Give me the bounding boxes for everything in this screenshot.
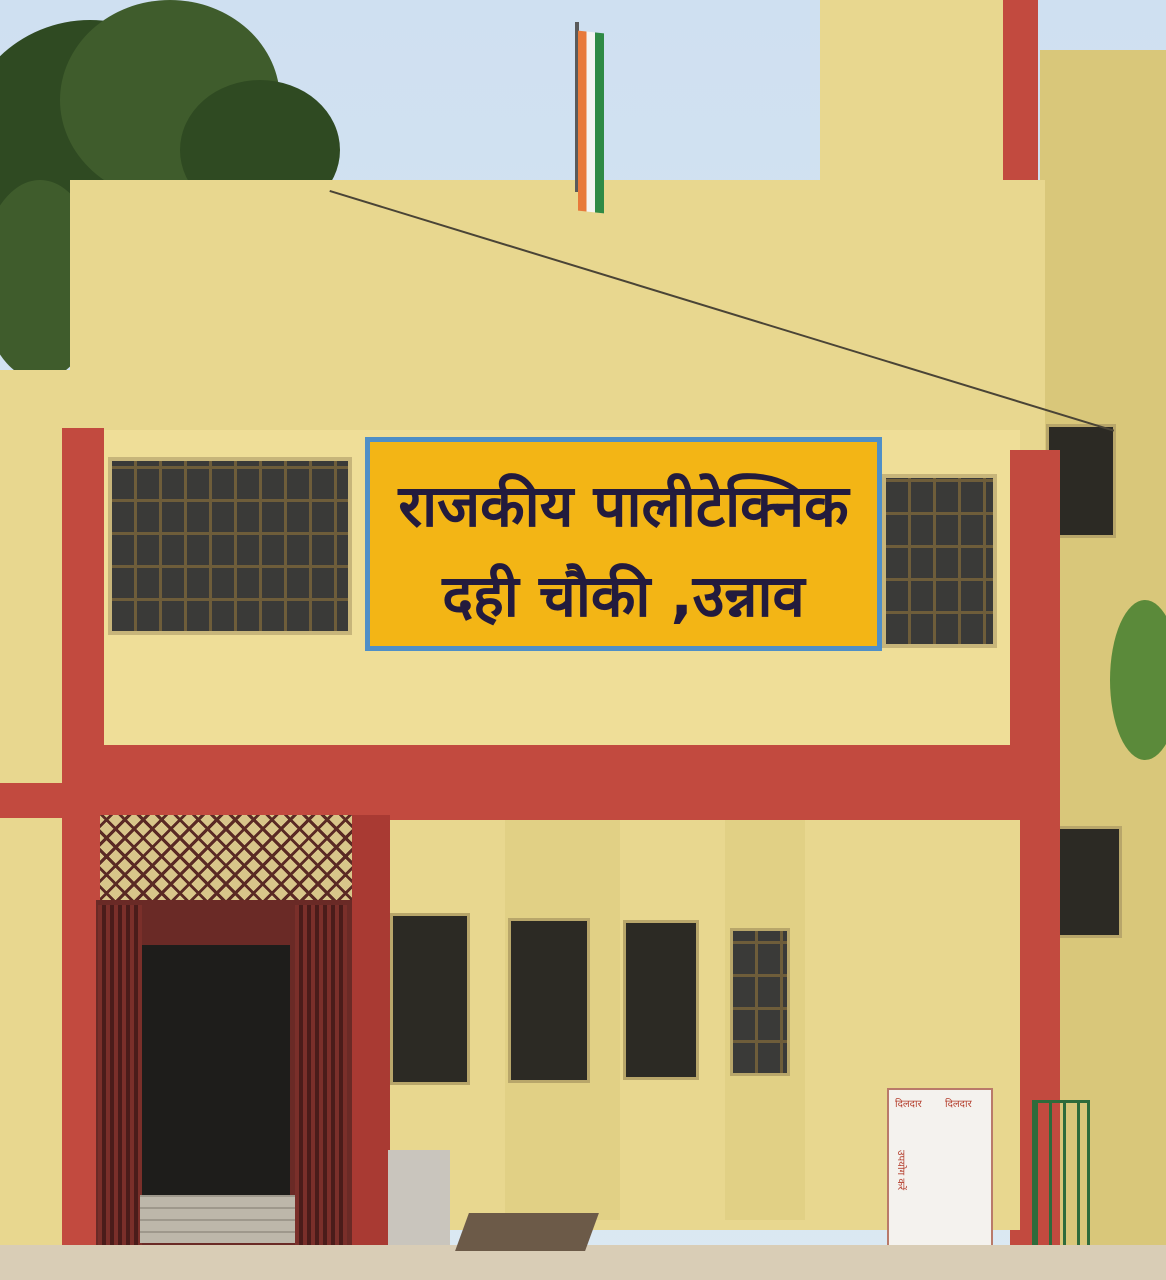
upper-right-block <box>820 0 1015 200</box>
right-lower-window <box>1056 826 1122 938</box>
right-collapsible-gate[interactable] <box>295 905 347 1245</box>
discarded-frame <box>455 1213 599 1251</box>
dustbin <box>887 1088 993 1250</box>
dustbin-label-left: दिलदार <box>895 1099 922 1110</box>
sign-line-1: राजकीय पालीटेक्निक <box>398 472 849 540</box>
concrete-block <box>388 1150 450 1245</box>
upper-right-window <box>882 474 997 648</box>
porch-window-3 <box>623 920 699 1080</box>
left-wing-red-band <box>0 783 62 818</box>
upper-facade <box>70 180 1045 450</box>
red-beam <box>62 745 1057 821</box>
dustbin-label-right: दिलदार <box>945 1099 972 1110</box>
dustbin-label-side: उपयोग करें <box>895 1150 906 1191</box>
door-transom-grill <box>100 815 352 903</box>
india-flag <box>578 31 604 214</box>
entrance-steps <box>140 1195 295 1243</box>
upper-red-pillar <box>1003 0 1038 198</box>
doorway-interior <box>140 945 290 1195</box>
upper-left-window <box>108 457 352 635</box>
middle-red-pillar <box>352 815 390 1245</box>
porch-window-1 <box>390 913 470 1085</box>
porch-window-4 <box>730 928 790 1076</box>
name-signboard <box>365 437 882 651</box>
left-collapsible-gate[interactable] <box>98 905 142 1245</box>
porch-window-2 <box>508 918 590 1083</box>
sign-line-2: दही चौकी ,उन्नाव <box>442 562 805 630</box>
